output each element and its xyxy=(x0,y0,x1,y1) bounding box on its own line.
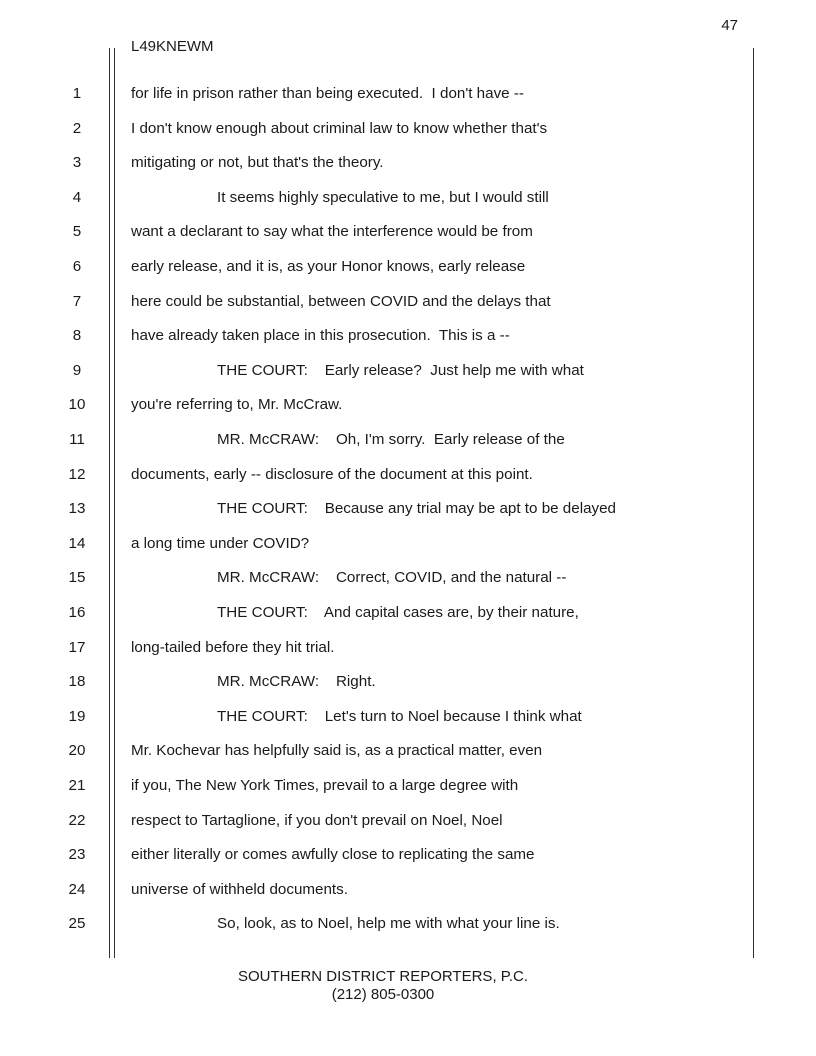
line-number: 7 xyxy=(72,292,82,310)
line-number: 20 xyxy=(68,742,86,760)
footer xyxy=(0,968,766,1004)
line-text: THE COURT: And capital cases are, by their nature, xyxy=(217,604,579,621)
line-text: documents, early -- disclosure of the document at this point. xyxy=(131,465,533,483)
line-text: So, look, as to Noel, help me with what your line is. xyxy=(217,915,560,933)
transcript-line xyxy=(0,705,816,729)
header-code: L49KNEWM xyxy=(131,38,214,55)
page-number: 47 xyxy=(721,17,738,34)
line-text: Mr. Kochevar has helpfully said is, as a practical matter, even xyxy=(131,742,543,760)
line-text: long-tailed before they hit trial. xyxy=(131,638,335,656)
line-text: universe of withheld documents. xyxy=(131,880,348,898)
line-text: MR. McCRAW: Correct, COVID, and the natural -- xyxy=(217,569,567,587)
transcript-line xyxy=(0,393,816,417)
line-number: 2 xyxy=(72,119,82,137)
transcript-line xyxy=(0,912,816,936)
line-text: either literally or comes awfully close to replicating the same xyxy=(131,846,535,864)
transcript-line xyxy=(0,255,816,279)
line-number: 18 xyxy=(68,673,86,691)
line-text: THE COURT: Let's turn to Noel because I think what xyxy=(217,707,582,725)
transcript-line xyxy=(0,497,816,521)
line-number: 13 xyxy=(68,500,86,518)
transcript-line xyxy=(0,463,816,487)
line-number: 10 xyxy=(68,396,86,414)
line-text: I don't know enough about criminal law to know whether that's xyxy=(131,119,548,137)
line-number: 25 xyxy=(68,915,86,933)
line-text: have already taken place in this prosecution. This is a -- xyxy=(131,327,510,345)
line-text: THE COURT: Because any trial may be apt to be delayed xyxy=(217,500,617,518)
line-text: MR. McCRAW: Right. xyxy=(217,673,376,691)
line-number: 12 xyxy=(68,465,86,483)
transcript-line xyxy=(0,117,816,141)
transcript-line xyxy=(0,324,816,348)
transcript-line xyxy=(0,186,816,210)
transcript-line xyxy=(0,809,816,833)
line-number: 4 xyxy=(72,188,82,206)
transcript-line xyxy=(0,428,816,452)
transcript-line xyxy=(0,532,816,556)
transcript-line xyxy=(0,566,816,590)
line-number: 3 xyxy=(72,154,82,172)
line-number: 9 xyxy=(72,361,82,379)
line-text: you're referring to, Mr. McCraw. xyxy=(131,396,343,414)
transcript-line xyxy=(0,843,816,867)
line-number: 16 xyxy=(68,604,86,621)
line-number: 22 xyxy=(68,811,86,829)
transcript-line xyxy=(0,636,816,660)
line-number: 19 xyxy=(68,707,86,725)
line-number: 17 xyxy=(68,638,86,656)
line-text: MR. McCRAW: Oh, I'm sorry. Early release of the xyxy=(217,431,565,448)
line-text: early release, and it is, as your Honor knows, early release xyxy=(131,258,526,275)
line-text: here could be substantial, between COVID and the delays that xyxy=(131,292,551,310)
transcript-line xyxy=(0,290,816,314)
line-number: 21 xyxy=(68,777,86,794)
line-number: 6 xyxy=(72,258,82,275)
line-text: if you, The New York Times, prevail to a large degree with xyxy=(131,777,519,794)
line-text: respect to Tartaglione, if you don't prevail on Noel, Noel xyxy=(131,811,503,829)
transcript-line xyxy=(0,359,816,383)
line-number: 14 xyxy=(68,534,86,552)
line-text: mitigating or not, but that's the theory. xyxy=(131,154,384,172)
line-number: 11 xyxy=(69,431,85,448)
transcript-line xyxy=(0,151,816,175)
line-text: a long time under COVID? xyxy=(131,534,310,552)
transcript-line xyxy=(0,774,816,798)
transcript-line xyxy=(0,82,816,106)
transcript-line xyxy=(0,670,816,694)
line-number: 23 xyxy=(68,846,86,864)
transcript-line xyxy=(0,601,816,625)
line-number: 24 xyxy=(68,880,86,898)
line-text: for life in prison rather than being executed. I don't have -- xyxy=(131,85,524,102)
footer-phone: (212) 805-0300 xyxy=(331,986,435,1003)
line-number: 8 xyxy=(72,327,82,345)
line-number: 1 xyxy=(72,85,82,102)
footer-reporter-name: SOUTHERN DISTRICT REPORTERS, P.C. xyxy=(237,968,529,985)
transcript-line xyxy=(0,878,816,902)
line-text: want a declarant to say what the interference would be from xyxy=(131,223,533,241)
line-text: THE COURT: Early release? Just help me with what xyxy=(217,361,584,379)
transcript-line xyxy=(0,220,816,244)
transcript-line xyxy=(0,739,816,763)
line-number: 15 xyxy=(68,569,86,587)
line-number: 5 xyxy=(72,223,82,241)
line-text: It seems highly speculative to me, but I would still xyxy=(217,188,549,206)
